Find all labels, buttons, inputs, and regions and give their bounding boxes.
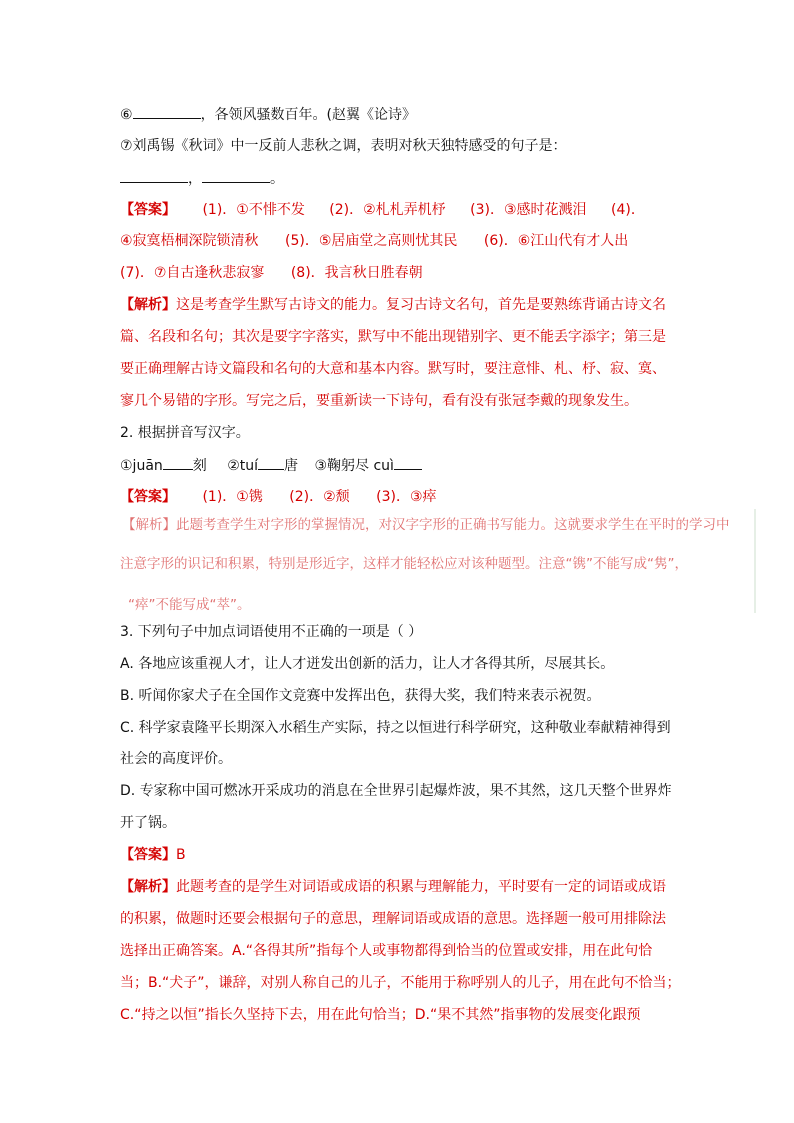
poem-line-6-text: ，各领风骚数百年。(赵翼《论诗》 xyxy=(200,107,417,123)
q1-analysis-line: 篇、名段和名句；其次是要字字落实，默写中不能出现错别字、更不能丢字添字；第三是 xyxy=(120,329,666,345)
q3-answer-row xyxy=(120,845,186,865)
answer-label: 【答案】 xyxy=(120,489,176,505)
circled-number: ⑥ xyxy=(120,107,133,123)
separator: ， xyxy=(188,171,202,187)
q2-pinyin-row: ①juān 刻 ②tuí 唐 ③鞠躬尽 cuì xyxy=(120,455,422,476)
answer-blank xyxy=(202,168,270,183)
q3-analysis-line: 的积累，做题时还要会根据句子的意思，理解词语或成语的意思。选择题一般可用排除法 xyxy=(120,911,666,927)
q1-analysis-line: 要正确理解古诗文篇段和名句的大意和基本内容。默写时，要注意悱、札、杼、寂、寞、 xyxy=(120,361,666,377)
answer-item: (1)．①不悱不发 xyxy=(202,202,305,218)
answer-item: (2)．②札札弄机杼 xyxy=(329,202,446,218)
image-text-line: “瘁”不能写成“萃”。 xyxy=(128,597,251,613)
q3-option-b: B. 听闻你家犬子在全国作文竞赛中发挥出色，获得大奖，我们特来表示祝贺。 xyxy=(120,688,601,704)
answer-item: (3)．③感时花溅泪 xyxy=(470,202,587,218)
q2-answer-row: 【答案】 (1)．①镌 (2)．②颓 (3)．③瘁 xyxy=(120,489,437,505)
analysis-label: 【解析】 xyxy=(120,879,176,895)
q3-option-a: A. 各地应该重视人才，让人才迸发出创新的活力，让人才各得其所，尽展其长。 xyxy=(120,656,615,672)
answer-item: (5)．⑤居庙堂之高则忧其民 xyxy=(285,233,458,249)
q2-analysis-image xyxy=(116,509,756,613)
answer-item: (4)． xyxy=(610,202,645,218)
q3-option-d: D. 专家称中国可燃冰开采成功的消息在全世界引起爆炸波，果不其然，这几天整个世界炸 xyxy=(120,783,672,799)
answer-blank xyxy=(133,104,201,119)
poem-line-6 xyxy=(120,104,416,125)
q1-answer-row-2 xyxy=(120,231,628,251)
q3-analysis-line: C.“持之以恒”指长久坚持下去，用在此句恰当；D.“果不其然”指事物的发展变化跟预 xyxy=(120,1007,641,1023)
q3-option-d-cont: 开了锅。 xyxy=(120,815,176,831)
image-text-line: 【解析】此题考查学生对字形的掌握情况，对汉字字形的正确书写能力。这就要求学生在平时的学习中 xyxy=(122,517,730,533)
q3-analysis-line: 当；B.“犬子”，谦辞，对别人称自己的儿子，不能用于称呼别人的儿子，用在此句不恰当； xyxy=(120,975,681,991)
q1-answer-row-3 xyxy=(120,263,423,283)
q3-title: 3. 下列句子中加点词语使用不正确的一项是（ ） xyxy=(120,624,423,640)
q1-analysis-line: 【解析】这是考查学生默写古诗文的能力。复习古诗文名句，首先是要熟练背诵古诗文名 xyxy=(120,297,666,313)
image-text-line: 注意字形的识记和积累，特别是形近字，这样才能轻松应对该种题型。注意“镌”不能写成“隽”， xyxy=(120,556,688,572)
q1-analysis-line: 寥几个易错的字形。写完之后，要重新读一下诗句，看有没有张冠李戴的现象发生。 xyxy=(120,393,638,409)
q2-title: 2. 根据拼音写汉字。 xyxy=(120,425,250,441)
answer-label: 【答案】 xyxy=(120,202,176,218)
answer-blank xyxy=(258,455,284,470)
q3-option-c: C. 科学家袁隆平长期深入水稻生产实际，持之以恒进行科学研究，这种敬业奉献精神得到 xyxy=(120,720,671,736)
answer-label: 【答案】 xyxy=(120,847,176,863)
analysis-label: 【解析】 xyxy=(120,297,176,313)
answer-item: (8)．我言秋日胜春朝 xyxy=(290,265,423,281)
answer-item: (7)．⑦自古逢秋悲寂寥 xyxy=(120,265,265,281)
answer-blank xyxy=(163,455,193,470)
line-end: 。 xyxy=(270,171,284,187)
answer-item: ④寂寞梧桐深院锁清秋 xyxy=(120,233,259,249)
q3-option-c-cont: 社会的高度评价。 xyxy=(120,751,232,767)
q3-analysis-line: 选择出正确答案。A.“各得其所”指每个人或事物都得到恰当的位置或安排，用在此句恰 xyxy=(120,943,653,959)
q3-analysis-line: 【解析】此题考查的是学生对词语或成语的积累与理解能力，平时要有一定的词语或成语 xyxy=(120,879,666,895)
poem-line-8 xyxy=(120,168,284,189)
answer-item: (6)．⑥江山代有才人出 xyxy=(483,233,629,249)
poem-line-7: ⑦刘禹锡《秋词》中一反前人悲秋之调，表明对秋天独特感受的句子是： xyxy=(120,138,567,154)
answer-blank xyxy=(120,168,188,183)
answer-blank xyxy=(394,455,422,470)
q1-answer-row-1 xyxy=(120,200,645,220)
answer-value: B xyxy=(176,847,186,863)
